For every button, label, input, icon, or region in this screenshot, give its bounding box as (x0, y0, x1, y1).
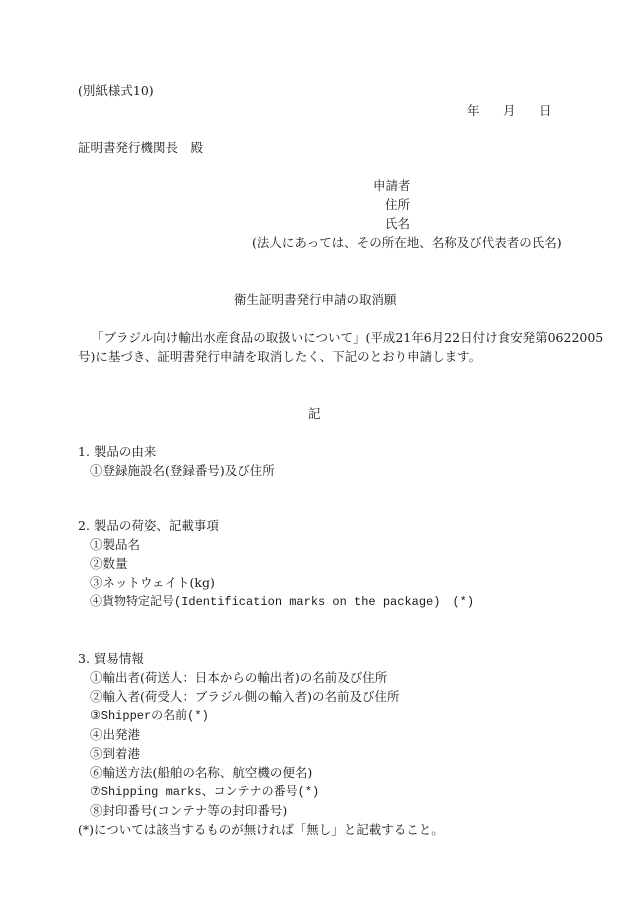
section-1-heading: 1. 製品の由来 (78, 444, 157, 459)
body-line-1: 「ブラジル向け輸出水産食品の取扱いについて」(平成21年6月22日付け食安発第0622005 (91, 330, 604, 345)
document-title: 衛生証明書発行申請の取消願 (234, 292, 397, 307)
addressee: 証明書発行機関長 殿 (78, 140, 204, 155)
section-3-item: ⑥輸送方法(船舶の名称、航空機の便名) (90, 765, 313, 780)
applicant-note: (法人にあっては、その所在地、名称及び代表者の氏名) (252, 235, 562, 250)
applicant-name: 氏名 (385, 216, 411, 231)
section-3-item: ②輸入者(荷受人：ブラジル側の輸入者)の名前及び住所 (90, 689, 400, 704)
date-day: 日 (539, 103, 552, 118)
ki-heading: 記 (308, 406, 321, 421)
section-3-item: ⑦Shipping marks、コンテナの番号(*) (90, 785, 320, 799)
date-month: 月 (503, 103, 516, 118)
section-3-item: ⑤到着港 (90, 746, 141, 761)
applicant-address: 住所 (385, 197, 411, 212)
section-3-item: ③Shipperの名前(*) (90, 709, 209, 723)
date-year: 年 (467, 103, 480, 118)
form-number: (別紙様式10) (78, 83, 154, 98)
section-2-heading: 2. 製品の荷姿、記載事項 (78, 518, 219, 533)
section-3-heading: 3. 貿易情報 (78, 651, 144, 666)
footnote: (*)については該当するものが無ければ「無し」と記載すること。 (78, 822, 444, 837)
body-line-2: 号)に基づき、証明書発行申請を取消したく、下記のとおり申請します。 (78, 349, 482, 364)
section-3-item: ④出発港 (90, 727, 141, 742)
section-1-item: ①登録施設名(登録番号)及び住所 (90, 463, 275, 478)
section-2-item: ②数量 (90, 556, 128, 571)
section-2-item: ③ネットウェイト(kg) (90, 575, 215, 590)
section-2-item: ④貨物特定記号(Identification marks on the package) (*) (90, 595, 475, 609)
section-3-item: ①輸出者(荷送人：日本からの輸出者)の名前及び住所 (90, 670, 388, 685)
section-2-item: ①製品名 (90, 537, 141, 552)
section-3-item: ⑧封印番号(コンテナ等の封印番号) (90, 803, 288, 818)
applicant-label: 申請者 (373, 178, 411, 193)
